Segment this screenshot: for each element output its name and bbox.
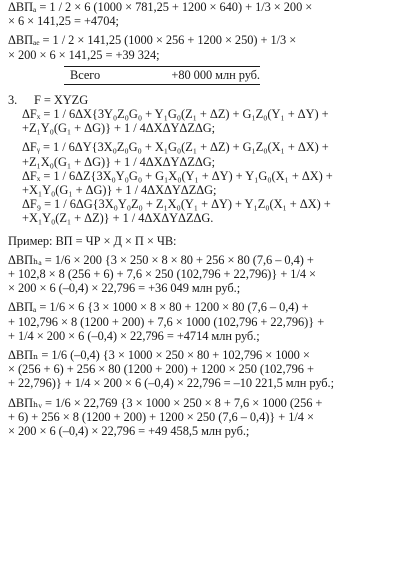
text-line: ΔFₓ = 1 / 6ΔZ{3X₀Y₀G₀ + G₁X₀(Y₁ + ΔY) + Y₁G₀(X₁ + ΔX) +	[22, 168, 333, 183]
total-row	[8, 66, 413, 82]
text-line: +X₁Y₀(G₁ + ΔG)} + 1 / 4ΔXΔYΔZΔG;	[22, 183, 217, 198]
formula-block-dfy-dfz-dfg	[8, 140, 413, 225]
text-line: ΔFₓ = 1 / 6ΔX{3Y₀Z₀G₀ + Y₁G₀(Z₁ + ΔZ) + G₁Z₀(Y₁ + ΔY) +	[22, 107, 329, 122]
text-line: ΔВПₐ = 1/6 × 6 {3 × 1000 × 8 × 80 + 1200 × 80 (7,6 – 0,4) +	[8, 300, 309, 315]
formula-block-dvp-chr	[8, 253, 413, 296]
text-line: ΔВПₐ = 1 / 2 × 6 (1000 × 781,25 + 1200 × 640) + 1/3 × 200 ×	[8, 0, 313, 14]
section-formula: F = XYZG	[34, 92, 89, 107]
text-line: ΔF₉ = 1 / 6ΔG{3X₀Y₀Z₀ + Z₁X₀(Y₁ + ΔY) + Y₁Z₀(X₁ + ΔX) +	[22, 197, 331, 212]
formula-block-dvp-chv	[8, 396, 413, 439]
text-line: + 1/4 × 200 × 6 (–0,4) × 22,796 = +4714 млн руб.;	[8, 328, 260, 343]
text-line: × 200 × 6 (–0,4) × 22,796 = +49 458,5 млн руб.;	[8, 424, 250, 439]
section-number: 3.	[8, 92, 18, 107]
total-value: +80 000 млн руб.	[171, 67, 260, 82]
text-line: + 6) + 256 × 8 (1200 + 200) + 1200 × 250 (7,6 – 0,4)} + 1/4 ×	[8, 409, 314, 424]
formula-block-dvp-p	[8, 348, 413, 391]
text-line: +Z₁Y₀(G₁ + ΔG)} + 1 / 4ΔXΔYΔZΔG;	[22, 121, 216, 136]
total-label: Всего	[70, 67, 101, 82]
text-line: + 102,8 × 8 (256 + 6) + 7,6 × 250 (102,796 + 22,796)} + 1/4 ×	[8, 267, 316, 282]
total-rule	[64, 66, 260, 82]
formula-block-dvp-dv	[8, 33, 413, 61]
example-heading: Пример: ВП = ЧР × Д × П × ЧВ:	[8, 233, 177, 248]
text-line: ΔВПₙ = 1/6 (–0,4) {3 × 1000 × 250 × 80 + 102,796 × 1000 ×	[8, 348, 310, 363]
formula-block-dvp-d2	[8, 300, 413, 343]
text-line: +X₁Y₀(Z₁ + ΔZ)} + 1 / 4ΔXΔYΔZΔG.	[22, 211, 214, 226]
text-line: × 200 × 6 × 141,25 = +39 324;	[8, 47, 160, 62]
text-line: ΔВПₕᵥ = 1/6 × 22,769 {3 × 1000 × 250 × 8 + 7,6 × 1000 (256 +	[8, 395, 323, 410]
text-line: × 200 × 6 (–0,4) × 22,796 = +36 049 млн руб.;	[8, 281, 241, 296]
text-line: +Z₁X₀(G₁ + ΔG)} + 1 / 4ΔXΔYΔZΔG;	[22, 154, 216, 169]
text-line: × (256 + 6) + 256 × 80 (1200 + 200) + 1200 × 250 (102,796 +	[8, 362, 314, 377]
text-line: ΔВПₐₑ = 1 / 2 × 141,25 (1000 × 256 + 1200 × 250) + 1/3 ×	[8, 33, 297, 48]
text-line: + 22,796)} + 1/4 × 200 × 6 (–0,4) × 22,796 = –10 221,5 млн руб.;	[8, 376, 334, 391]
formula-block-dfx	[8, 107, 413, 135]
section-heading	[8, 93, 413, 107]
text-line: + 102,796 × 8 (1200 + 200) + 7,6 × 1000 (102,796 + 22,796)} +	[8, 314, 325, 329]
text-line: ΔFᵧ = 1 / 6ΔY{3X₀Z₀G₀ + X₁G₀(Z₁ + ΔZ) + G₁Z₀(X₁ + ΔX) +	[22, 140, 329, 155]
text-line: ΔВПₕₐ = 1/6 × 200 {3 × 250 × 8 × 80 + 256 × 80 (7,6 – 0,4) +	[8, 252, 314, 267]
text-line: × 6 × 141,25 = +4704;	[8, 14, 119, 29]
formula-block-dvp-d	[8, 0, 413, 28]
